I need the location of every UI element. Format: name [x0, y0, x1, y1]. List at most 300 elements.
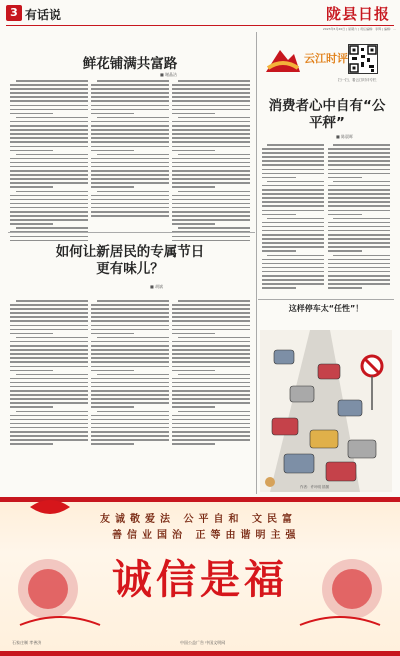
- text-line: [10, 240, 88, 242]
- text-line: [10, 84, 88, 86]
- text-line: [328, 275, 390, 277]
- text-line: [267, 218, 324, 220]
- text-line: [328, 185, 390, 187]
- text-line: [262, 177, 296, 179]
- text-line: [172, 361, 250, 363]
- text-line: [172, 357, 250, 359]
- text-line: [172, 329, 250, 331]
- text-line: [10, 398, 88, 400]
- text-line: [178, 374, 250, 376]
- text-line: [10, 333, 53, 335]
- text-line: [10, 443, 53, 445]
- text-line: [328, 226, 390, 228]
- text-line: [10, 219, 88, 221]
- text-line: [328, 205, 390, 207]
- text-line: [91, 427, 169, 429]
- text-line: [262, 242, 324, 244]
- text-line: [328, 189, 390, 191]
- text-line: [91, 435, 169, 437]
- text-line: [333, 218, 390, 220]
- text-line: [178, 191, 250, 193]
- text-line: [10, 141, 88, 143]
- page-header: [6, 4, 394, 26]
- column-divider: [256, 32, 257, 494]
- text-line: [91, 166, 169, 168]
- divider: [258, 299, 394, 300]
- text-line: [262, 185, 324, 187]
- text-line: [333, 144, 390, 146]
- text-line: [91, 304, 169, 306]
- text-line: [91, 215, 169, 217]
- text-line: [328, 177, 362, 179]
- text-line: [91, 382, 169, 384]
- text-line: [10, 109, 88, 111]
- text-line: [10, 316, 88, 318]
- text-line: [328, 169, 390, 171]
- text-line: [10, 146, 88, 148]
- text-line: [10, 186, 53, 188]
- text-line: [10, 378, 88, 380]
- text-line: [262, 205, 324, 207]
- text-line: [172, 435, 250, 437]
- text-line: [172, 121, 250, 123]
- text-line: [328, 271, 390, 273]
- text-line: [10, 178, 88, 180]
- text-line: [10, 207, 88, 209]
- article-1-column-2: [91, 80, 169, 219]
- text-line: [91, 366, 169, 368]
- text-line: [91, 150, 134, 152]
- text-line: [172, 320, 250, 322]
- text-line: [91, 162, 169, 164]
- text-line: [172, 333, 215, 335]
- text-line: [97, 411, 169, 413]
- text-line: [172, 109, 250, 111]
- text-line: [91, 129, 169, 131]
- text-line: [10, 431, 88, 433]
- text-line: [10, 88, 88, 90]
- text-line: [10, 423, 88, 425]
- text-line: [91, 141, 169, 143]
- text-line: [172, 345, 250, 347]
- text-line: [262, 246, 324, 248]
- text-line: [328, 246, 390, 248]
- text-line: [178, 117, 250, 119]
- text-line: [16, 80, 88, 82]
- text-line: [172, 96, 250, 98]
- article-1-column-3: [172, 80, 250, 244]
- text-line: [262, 271, 324, 273]
- text-line: [172, 431, 250, 433]
- text-line: [91, 316, 169, 318]
- text-line: [91, 207, 169, 209]
- text-line: [172, 170, 250, 172]
- text-line: [262, 189, 324, 191]
- text-line: [97, 374, 169, 376]
- text-line: [333, 181, 390, 183]
- text-line: [91, 178, 169, 180]
- text-line: [10, 158, 88, 160]
- text-line: [172, 158, 250, 160]
- text-line: [262, 164, 324, 166]
- column-logo-icon: [264, 46, 302, 74]
- text-line: [267, 255, 324, 257]
- text-line: [262, 267, 324, 269]
- text-line: [10, 121, 88, 123]
- text-line: [328, 160, 390, 162]
- text-line: [262, 201, 324, 203]
- text-line: [91, 203, 169, 205]
- text-line: [262, 214, 296, 216]
- text-line: [91, 170, 169, 172]
- text-line: [97, 154, 169, 156]
- text-line: [16, 411, 88, 413]
- text-line: [97, 191, 169, 193]
- text-line: [328, 156, 390, 158]
- article-2-title: 如何让新居民的专属节日更有味儿？: [55, 244, 205, 277]
- text-line: [328, 242, 390, 244]
- text-line: [262, 148, 324, 150]
- text-line: [262, 160, 324, 162]
- text-line: [91, 386, 169, 388]
- text-line: [10, 92, 88, 94]
- text-line: [91, 402, 169, 404]
- text-line: [172, 398, 250, 400]
- text-line: [172, 304, 250, 306]
- text-line: [328, 201, 390, 203]
- banner-values-line-2: 善信业国治 正等由谐明主强: [112, 530, 301, 541]
- text-line: [91, 113, 134, 115]
- article-2-byline: ■ 胡斌: [150, 284, 164, 289]
- text-line: [10, 435, 88, 437]
- text-line: [172, 141, 250, 143]
- text-line: [10, 125, 88, 127]
- text-line: [10, 402, 88, 404]
- text-line: [10, 105, 88, 107]
- text-line: [16, 337, 88, 339]
- text-line: [172, 203, 250, 205]
- parking-cartoon-illustration: [260, 330, 392, 492]
- text-line: [10, 370, 53, 372]
- divider: [8, 232, 255, 233]
- text-line: [172, 219, 250, 221]
- text-line: [172, 386, 250, 388]
- text-line: [172, 211, 250, 213]
- text-line: [91, 125, 169, 127]
- text-line: [262, 250, 296, 252]
- article-3-byline: ■ 陈晨晖: [336, 134, 354, 139]
- text-line: [267, 181, 324, 183]
- text-line: [172, 423, 250, 425]
- text-line: [10, 182, 88, 184]
- text-line: [172, 308, 250, 310]
- text-line: [10, 113, 53, 115]
- text-line: [91, 398, 169, 400]
- text-line: [172, 325, 250, 327]
- text-line: [10, 366, 88, 368]
- text-line: [262, 259, 324, 261]
- text-line: [91, 378, 169, 380]
- text-line: [262, 275, 324, 277]
- text-line: [262, 234, 324, 236]
- text-line: [10, 195, 88, 197]
- text-line: [172, 174, 250, 176]
- text-line: [10, 382, 88, 384]
- text-line: [10, 174, 88, 176]
- text-line: [91, 329, 169, 331]
- text-line: [10, 386, 88, 388]
- text-line: [328, 210, 390, 212]
- text-line: [10, 215, 88, 217]
- text-line: [10, 357, 88, 359]
- text-line: [172, 341, 250, 343]
- text-line: [172, 390, 250, 392]
- text-line: [333, 255, 390, 257]
- text-line: [172, 394, 250, 396]
- qr-caption: 扫一扫，看云江时评专栏: [338, 78, 377, 82]
- article-3-title: 消费者心中自有“公平秤”: [268, 98, 386, 131]
- text-line: [328, 152, 390, 154]
- text-line: [328, 238, 390, 240]
- text-line: [262, 263, 324, 265]
- text-line: [172, 427, 250, 429]
- text-line: [172, 133, 250, 135]
- text-line: [91, 100, 169, 102]
- text-line: [172, 406, 215, 408]
- text-line: [172, 113, 215, 115]
- text-line: [97, 300, 169, 302]
- text-line: [328, 148, 390, 150]
- qr-code-icon[interactable]: [348, 44, 378, 74]
- text-line: [10, 137, 88, 139]
- text-line: [172, 378, 250, 380]
- text-line: [328, 234, 390, 236]
- text-line: [172, 88, 250, 90]
- text-line: [10, 166, 88, 168]
- text-line: [172, 84, 250, 86]
- text-line: [262, 156, 324, 158]
- text-line: [10, 415, 88, 417]
- text-line: [91, 419, 169, 421]
- text-line: [328, 197, 390, 199]
- text-line: [172, 353, 250, 355]
- text-line: [91, 96, 169, 98]
- text-line: [172, 125, 250, 127]
- text-line: [91, 88, 169, 90]
- text-line: [10, 341, 88, 343]
- text-line: [328, 164, 390, 166]
- text-line: [91, 370, 134, 372]
- text-line: [178, 337, 250, 339]
- text-line: [172, 186, 215, 188]
- text-line: [91, 195, 169, 197]
- text-line: [91, 341, 169, 343]
- text-line: [172, 370, 215, 372]
- text-line: [91, 199, 169, 201]
- text-line: [172, 146, 250, 148]
- text-line: [172, 137, 250, 139]
- text-line: [172, 195, 250, 197]
- text-line: [262, 173, 324, 175]
- text-line: [91, 84, 169, 86]
- text-line: [328, 259, 390, 261]
- text-line: [172, 129, 250, 131]
- text-line: [10, 162, 88, 164]
- text-line: [172, 166, 250, 168]
- text-line: [10, 325, 88, 327]
- text-line: [91, 211, 169, 213]
- text-line: [262, 197, 324, 199]
- text-line: [10, 419, 88, 421]
- text-line: [178, 300, 250, 302]
- text-line: [91, 146, 169, 148]
- text-line: [328, 283, 390, 285]
- text-line: [172, 215, 250, 217]
- text-line: [262, 169, 324, 171]
- banner-main-text: 诚信是福: [112, 556, 288, 603]
- text-line: [91, 133, 169, 135]
- text-line: [172, 150, 215, 152]
- text-line: [91, 92, 169, 94]
- text-line: [172, 199, 250, 201]
- section-number: 3: [6, 5, 22, 21]
- text-line: [91, 333, 134, 335]
- text-line: [91, 325, 169, 327]
- text-line: [16, 374, 88, 376]
- text-line: [91, 361, 169, 363]
- text-line: [10, 439, 88, 441]
- masthead: 陇县日报: [325, 5, 390, 23]
- banner-footer-left: 石家庄制 孝善济: [12, 640, 42, 645]
- text-line: [262, 279, 324, 281]
- text-line: [16, 191, 88, 193]
- column-logo: [264, 44, 388, 92]
- text-line: [10, 308, 88, 310]
- text-line: [91, 423, 169, 425]
- text-line: [262, 238, 324, 240]
- article-1-title: 鲜花铺满共富路: [82, 56, 178, 72]
- text-line: [172, 236, 250, 238]
- cartoon-title: 这样停车太“任性”！: [288, 304, 364, 313]
- column-logo-name: 云江时评: [304, 52, 348, 65]
- banner-footer-right: 中国公益广告 中国文明网: [180, 640, 226, 645]
- text-line: [328, 250, 362, 252]
- text-line: [10, 427, 88, 429]
- text-line: [10, 223, 53, 225]
- text-line: [10, 129, 88, 131]
- text-line: [10, 170, 88, 172]
- text-line: [10, 406, 53, 408]
- text-line: [97, 80, 169, 82]
- text-line: [91, 109, 169, 111]
- text-line: [97, 117, 169, 119]
- text-line: [267, 144, 324, 146]
- text-line: [10, 329, 88, 331]
- text-line: [91, 345, 169, 347]
- text-line: [91, 406, 134, 408]
- text-line: [10, 304, 88, 306]
- text-line: [10, 390, 88, 392]
- text-line: [16, 300, 88, 302]
- text-line: [91, 158, 169, 160]
- text-line: [328, 173, 390, 175]
- text-line: [91, 353, 169, 355]
- date-line: 2023年5月20日 | 星期六 | 责任编辑：李辉 | 编辑：…: [322, 27, 396, 31]
- text-line: [16, 117, 88, 119]
- text-line: [262, 222, 324, 224]
- text-line: [172, 316, 250, 318]
- text-line: [91, 443, 134, 445]
- text-line: [91, 174, 169, 176]
- text-line: [328, 263, 390, 265]
- article-2-column-1: [10, 300, 88, 447]
- text-line: [172, 207, 250, 209]
- text-line: [10, 100, 88, 102]
- section-title: 有话说: [25, 8, 62, 22]
- text-line: [262, 283, 324, 285]
- text-line: [172, 439, 250, 441]
- text-line: [10, 203, 88, 205]
- text-line: [172, 178, 250, 180]
- text-line: [178, 80, 250, 82]
- text-line: [172, 100, 250, 102]
- text-line: [328, 230, 390, 232]
- text-line: [10, 236, 88, 238]
- text-line: [172, 312, 250, 314]
- text-line: [10, 312, 88, 314]
- text-line: [91, 121, 169, 123]
- text-line: [172, 92, 250, 94]
- text-line: [262, 193, 324, 195]
- text-line: [172, 382, 250, 384]
- text-line: [172, 415, 250, 417]
- text-line: [328, 287, 362, 289]
- article-1-column-1: [10, 80, 88, 244]
- text-line: [328, 279, 390, 281]
- text-line: [178, 154, 250, 156]
- text-line: [172, 349, 250, 351]
- text-line: [97, 337, 169, 339]
- text-line: [10, 211, 88, 213]
- text-line: [91, 105, 169, 107]
- text-line: [172, 366, 250, 368]
- text-line: [91, 186, 134, 188]
- text-line: [262, 210, 324, 212]
- text-line: [91, 308, 169, 310]
- text-line: [91, 390, 169, 392]
- text-line: [172, 240, 250, 242]
- text-line: [172, 419, 250, 421]
- cartoon-credit: 作者：许叶明 插图: [300, 485, 330, 489]
- text-line: [10, 349, 88, 351]
- text-line: [328, 193, 390, 195]
- article-3-column-2: [328, 144, 390, 291]
- text-line: [91, 182, 169, 184]
- text-line: [10, 320, 88, 322]
- text-line: [172, 182, 250, 184]
- text-line: [10, 361, 88, 363]
- text-line: [16, 227, 88, 229]
- text-line: [91, 312, 169, 314]
- text-line: [91, 394, 169, 396]
- text-line: [10, 150, 53, 152]
- text-line: [91, 415, 169, 417]
- text-line: [172, 162, 250, 164]
- text-line: [91, 320, 169, 322]
- text-line: [328, 267, 390, 269]
- text-line: [262, 152, 324, 154]
- text-line: [10, 345, 88, 347]
